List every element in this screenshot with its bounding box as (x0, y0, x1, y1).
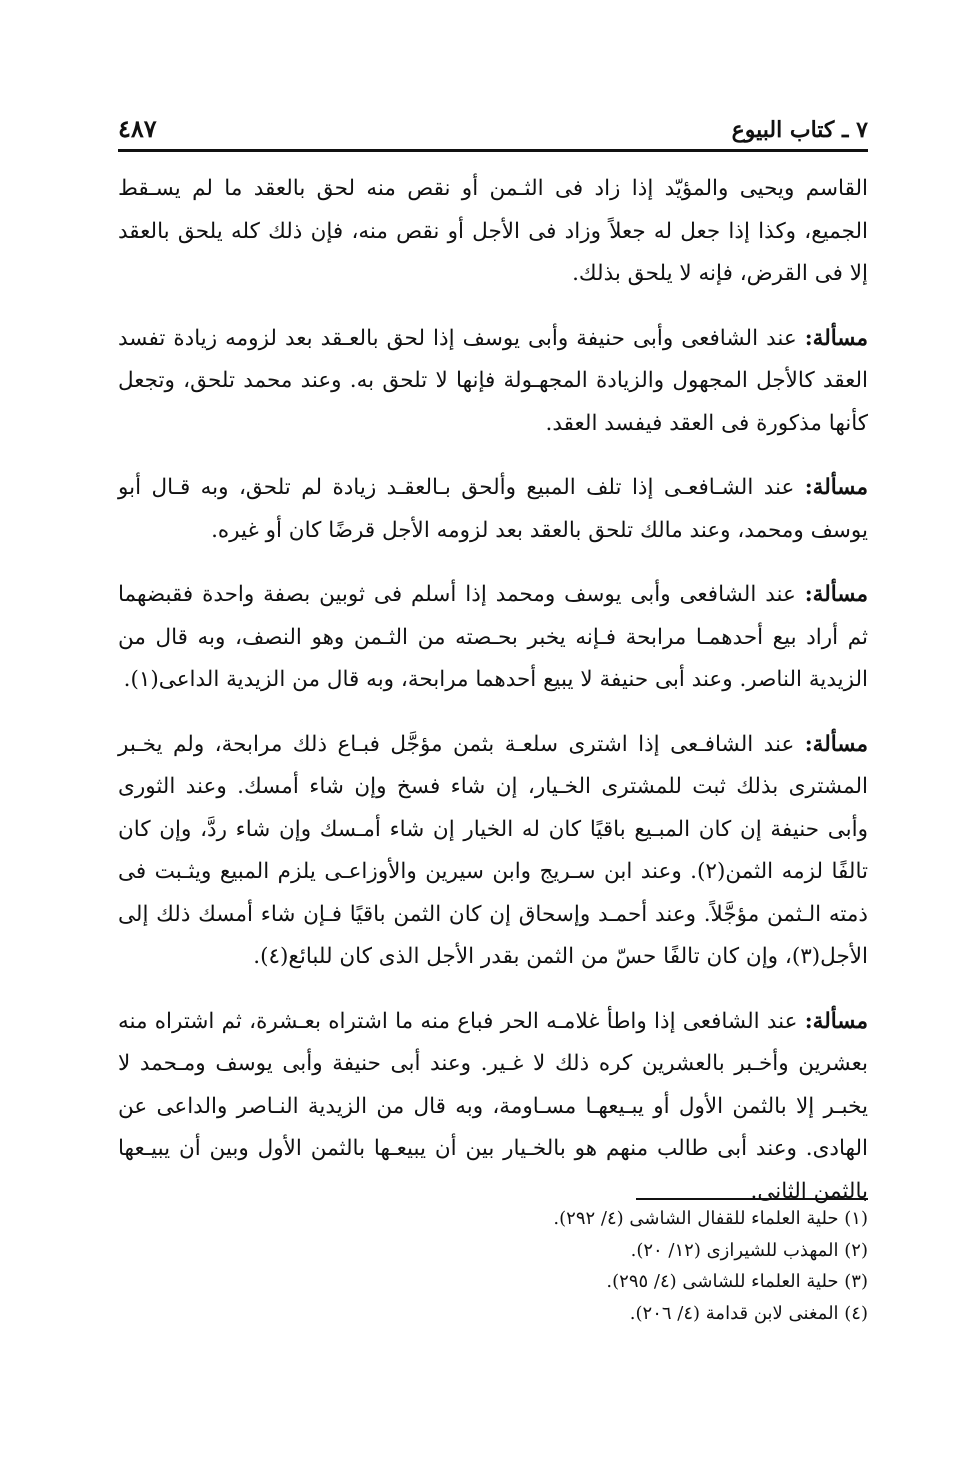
paragraph (118, 574, 868, 702)
running-header (118, 108, 868, 152)
main-text (118, 168, 868, 1235)
paragraph (118, 168, 868, 296)
paragraph-text: عند الشافعى وأبى حنيفة وأبى يوسف إذا لحق بالعـقد بعد لزومه زيادة تفسد العقد كالأجل المجهول والزيادة المجهـولة فإنها لا تلحق به. وعند محمد تلحق، وتجعل كأنها مذكورة فى العقد فيفسد العقد. (118, 325, 868, 436)
footnote-separator (636, 1198, 868, 1200)
chapter-title: ٧ ـ كتاب البيوع (731, 117, 868, 143)
issue-keyword: مسألة: (804, 1008, 868, 1034)
page-number: ٤٨٧ (118, 114, 157, 143)
paragraph (118, 318, 868, 446)
footnote: (٢) المهذب للشيرازى (١٢/ ٢٠). (630, 1239, 868, 1261)
paragraph-text: القاسم ويحيى والمؤيّد إذا زاد فى الثـمن أو نقص منه لحق بالعقد ما لم يسـقط الجميع، وكذا إذا جعل له جعلاً وزاد فى الأجل أو نقص منه، فإن ذلك كله يلحق بالعقد إلا فى القرض، فإنه لا يلحق بذلك. (118, 176, 868, 286)
issue-keyword: مسألة: (804, 325, 868, 351)
issue-keyword: مسألة: (804, 582, 868, 607)
paragraph-text: عند الشافعى إذا واطأ غلامـه الحر فباع منه ما اشتراه بعـشرة، ثم اشتراه منه بعشرين وأخـبر بالعشرين كره ذلك لا غـير. وعند أبى حنيفة وأبى يوسف ومـحمد لا يخبـر إلا بالثمن الأول أو يبـيعهـا مسـاومة، وبه قال من الزيدية النـاصر والداعى عن الهادى. وعند أبى طالب منهم هو بالخـيار بين أن يبيعـها بالثمن الأول وبين أن يبيـعها بالثمن الثانى. (118, 1008, 868, 1204)
issue-keyword: مسألة: (804, 731, 868, 757)
footnotes (168, 1203, 868, 1329)
issue-keyword: مسألة: (804, 475, 868, 500)
paragraph (118, 467, 868, 552)
footnote: (٣) حلية العلماء للشاشى (٤/ ٢٩٥). (606, 1271, 868, 1292)
paragraph (118, 724, 868, 979)
paragraph-text: عند الشـافعـى إذا تلف المبيع وألحق بـالعقـد زيادة لم تلحق، وبه قـال أبو يوسف ومحمد، وعند مالك تلحق بالعقد بعد لزومه الأجل قرضًا كان أو غيره. (118, 475, 868, 543)
footnote: (١) حلية العلماء للقفال الشاشى (٤/ ٢٩٢). (553, 1208, 868, 1229)
paragraph (118, 1001, 868, 1214)
paragraph-text: عند الشافـعى إذا اشترى سلعـة بثمن مؤجَّل فبـاع ذلك مرابحة، ولم يخـبر المشترى بذلك ثبت للمشترى الخـيار، إن شاء فسخ وإن شاء أمسك. وعند الثورى وأبى حنيفة إن كان المبـيع باقيًا كان له الخيار إن شاء أمـسك وإن شاء ردَّ، وإن كان تالفًا لزمه الثمن(٢). وعند ابن سـريج وابن سيرين والأوزاعـى يلزم المبيع ويثـبت فى ذمته الـثمن مؤجَّلاً. وعند أحمـد وإسحاق إن كان الثمن باقيًا فـإن شاء أمسك ذلك إلى الأجل(٣)، وإن كان تالفًا حسّ من الثمن بقدر الأجل الذى كان للبائع(٤). (118, 731, 868, 969)
paragraph-text: عند الشافعى وأبى يوسف ومحمد إذا أسلم فى ثوبين بصفة واحدة فقبضهما ثم أراد بيع أحدهمـا مرابحة فـإنه يخبر بحـصته من الثـمن وهو النصف، وبه قال من الزيدية الناصر. وعند أبى حنيفة لا يبيع أحدهما مرابحة، وبه قال من الزيدية الداعى(١). (118, 582, 868, 692)
footnote: (٤) المغنى لابن قدامة (٤/ ٢٠٦). (629, 1302, 868, 1324)
